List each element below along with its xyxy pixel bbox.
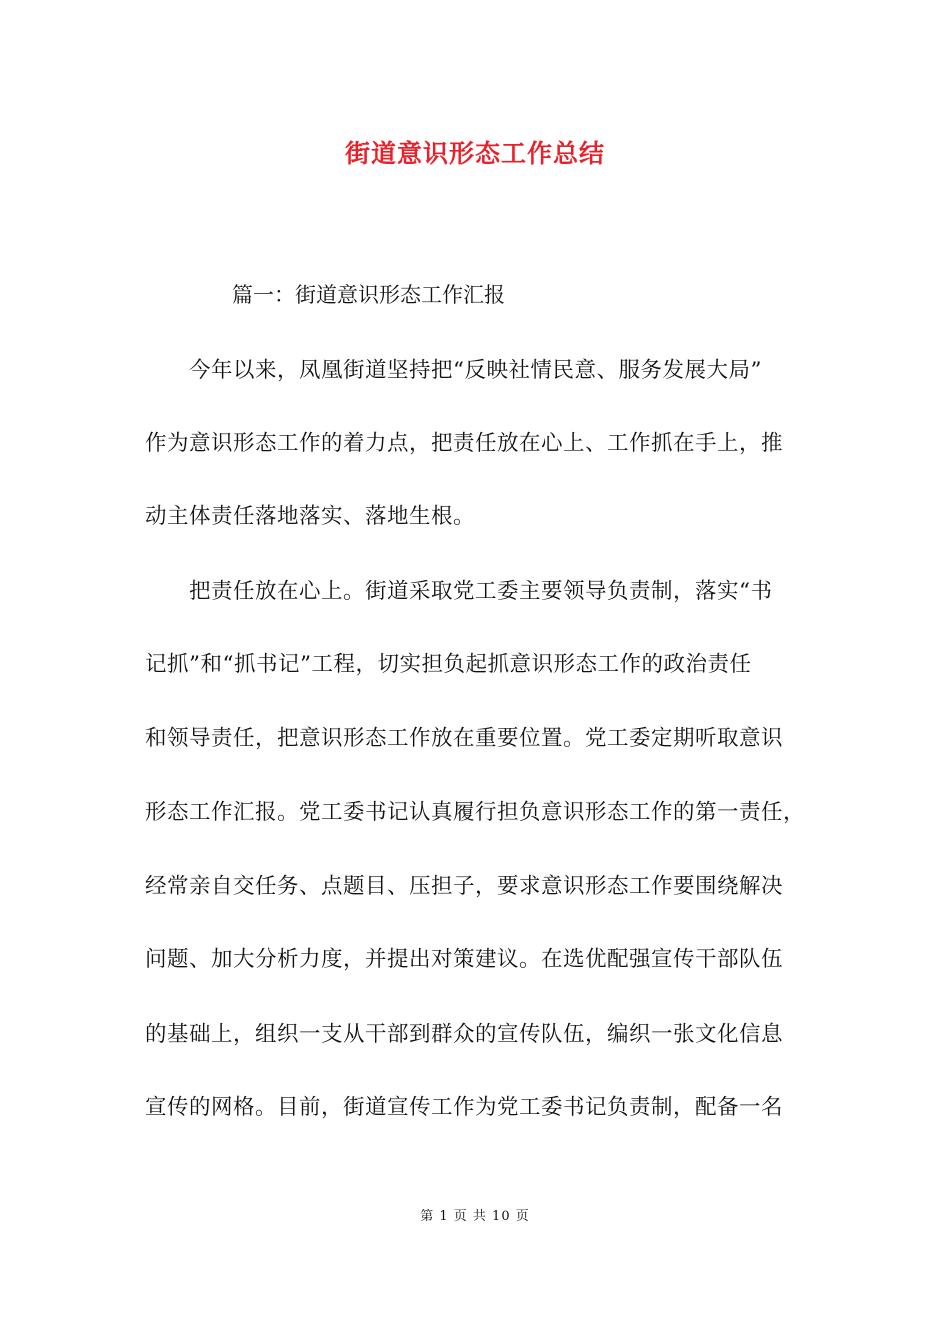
paragraph-line: 宣传的网格。目前，街道宣传工作为党工委书记负责制，配备一名 [145,1095,784,1120]
paragraph-line: 和领导责任，把意识形态工作放在重要位置。党工委定期听取意识 [145,726,784,751]
section-heading: 篇一：街道意识形态工作汇报 [232,283,505,307]
paragraph-line: 的基础上，组织一支从干部到群众的宣传队伍，编织一张文化信息 [145,1022,784,1047]
paragraph-line: 记抓”和“抓书记”工程，切实担负起抓意识形态工作的政治责任 [145,652,752,677]
page-number-footer: 第 1 页 共 10 页 [420,1209,530,1224]
paragraph-line: 今年以来，凤凰街道坚持把“反映社情民意、服务发展大局” [189,358,762,383]
paragraph-line: 经常亲自交任务、点题目、压担子，要求意识形态工作要围绕解决 [145,874,784,899]
paragraph-line: 动主体责任落地落实、落地生根。 [145,504,476,529]
paragraph-line: 问题、加大分析力度，并提出对策建议。在选优配强宣传干部队伍 [145,947,784,972]
document-title: 街道意识形态工作总结 [344,139,605,168]
paragraph-line: 作为意识形态工作的着力点，把责任放在心上、工作抓在手上，推 [145,431,784,456]
paragraph-line: 形态工作汇报。党工委书记认真履行担负意识形态工作的第一责任， [145,800,806,825]
paragraph-line: 把责任放在心上。街道采取党工委主要领导负责制，落实“书 [189,579,773,604]
